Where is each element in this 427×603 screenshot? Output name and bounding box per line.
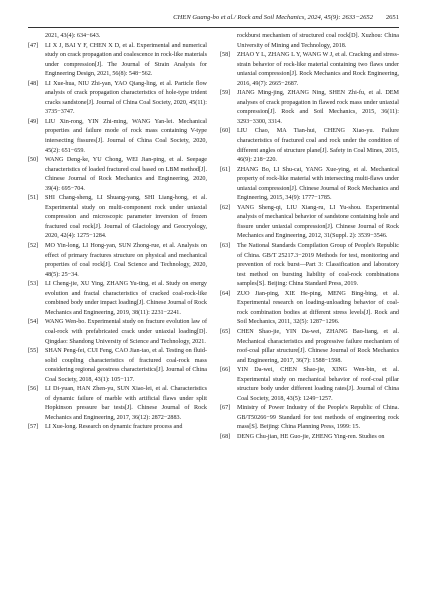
reference-text: DENG Chu-jian, HE Guo-jie, ZHENG Ying-ren. Studies on bbox=[237, 433, 385, 440]
running-head-text: CHEN Guang-bo et al./ Rock and Soil Mechanics, 2024, 45(9): 2633−2652 bbox=[173, 14, 373, 21]
reference-text: LI X J, BAI Y F, CHEN X D, et al. Experimental and numerical study on crack propagation and coalescence in rock-like materials under compression[J]. The Journal of Strain Analysis for Engineering Design, 2021, 56(8): 548−562. bbox=[45, 42, 207, 78]
reference-number: [65] bbox=[220, 328, 231, 335]
reference-entry bbox=[28, 423, 207, 433]
reference-entry bbox=[28, 194, 207, 242]
reference-entry bbox=[28, 280, 207, 318]
reference-entry bbox=[220, 89, 399, 127]
reference-number: [53] bbox=[28, 281, 39, 288]
reference-text: WANG Wen-bo. Experimental study on fracture evolution law of coal-rock with prefabricated crack under uniaxial loading[D]. Qingdao: Shandong University of Science and Technology, 2021. bbox=[45, 319, 207, 345]
reference-text: rockburst mechanism of structured coal rock[D]. Xuzhou: China University of Mining and Technology, 2018. bbox=[237, 33, 399, 49]
reference-entry bbox=[220, 166, 399, 204]
reference-number: [66] bbox=[220, 367, 231, 374]
reference-number: [61] bbox=[220, 166, 231, 173]
reference-number bbox=[28, 32, 45, 42]
reference-text: ZUO Jian-ping, XIE He-ping, MENG Bing-bing, et al. Experimental research on loading-unloading behavior of coal-rock combination bodies at different stress levels[J]. Rock and Soil Mechanics, 2011, 32(5): 1287−1296. bbox=[237, 290, 399, 326]
reference-number: [58] bbox=[220, 52, 231, 59]
reference-entry bbox=[220, 32, 399, 51]
reference-text: LI Xue-long. Research on dynamic fracture process and bbox=[45, 424, 183, 431]
reference-entry bbox=[220, 433, 399, 443]
header-rule bbox=[28, 27, 399, 28]
reference-entry bbox=[28, 318, 207, 347]
reference-entry bbox=[28, 156, 207, 194]
reference-number: [67] bbox=[220, 405, 231, 412]
reference-text: The National Standards Compilation Group of People's Republic of China. GB/T 25217.3−2019 Methods for test, monitoring and prevention of rock burst—Part 3: Classification and laboratory test method on bursting liability of coal-rock combinations samples[S]. Beijing: China Standard Press, 2019. bbox=[237, 243, 399, 288]
reference-entry bbox=[220, 290, 399, 328]
reference-text: SHI Chang-sheng, LI Shuang-yang, SHI Liang-hong, et al. Experimental study on multi-component rock under uniaxial compression and microscopic parameter inversion of frozen fractured coal rock[J]. Journal of Glaciology and Geocryology, 2020, 42(4): 1275−1284. bbox=[45, 195, 207, 240]
reference-entry bbox=[28, 80, 207, 118]
reference-text: WANG Deng-ke, YU Chong, WEI Jian-ping, et al. Seepage characteristics of loaded fractured coal based on LBM method[J]. Chinese Journal of Rock Mechanics and Engineering, 2020, 39(4): 695−704. bbox=[45, 157, 207, 192]
reference-entry bbox=[220, 242, 399, 290]
reference-entry bbox=[28, 118, 207, 156]
reference-entry bbox=[220, 127, 399, 165]
reference-entry bbox=[220, 404, 399, 433]
reference-text: ZHANG Bo, LI Shu-cai, YANG Xue-ying, et al. Mechanical property of rock-like material with intersecting multi-flaws under uniaxial compression[J]. Chinese Journal of Rock Mechanics and Engineering, 2015, 34(9): 1777−1785. bbox=[237, 166, 399, 202]
reference-number: [47] bbox=[28, 42, 39, 49]
reference-text: LI Cheng-jie, XU Ying, ZHANG Yu-ting, et al. Study on energy evolution and fractal characteristics of cracked coal-rock-like combined body under impact loading[J]. Chinese Journal of Rock Mechanics and Engineering, 2019, 38(11): 2231−2241. bbox=[45, 281, 207, 316]
reference-number: [54] bbox=[28, 319, 39, 326]
reference-text: CHEN Shao-jie, YIN Da-wei, ZHANG Bao-liang, et al. Mechanical characteristics and progressive failure mechanism of roof-coal pillar structure[J]. Chinese Journal of Rock Mechanics and Engineering, 2017, 36(7): 1588−1598. bbox=[237, 328, 399, 364]
reference-entry bbox=[220, 51, 399, 89]
reference-entry bbox=[28, 242, 207, 280]
reference-number: [49] bbox=[28, 118, 39, 125]
page-number: 2651 bbox=[385, 14, 399, 21]
reference-entry bbox=[220, 204, 399, 242]
reference-number: [62] bbox=[220, 204, 231, 211]
reference-entry bbox=[28, 32, 207, 42]
reference-number: [48] bbox=[28, 80, 39, 87]
reference-entry bbox=[220, 366, 399, 404]
reference-entry bbox=[28, 42, 207, 80]
reference-number: [60] bbox=[220, 128, 231, 135]
reference-text: JIANG Ming-jing, ZHANG Ning, SHEN Zhi-fu, et al. DEM analyses of crack propagation in flawed rock mass under uniaxial compression[J]. Rock and Soil Mechanics, 2015, 36(11): 3293−3300, 3314. bbox=[237, 90, 399, 125]
reference-text: 2021, 43(4): 634−643. bbox=[45, 33, 101, 39]
reference-text: YANG Sheng-qi, LIU Xiang-ru, LI Yu-shou. Experimental analysis of mechanical behavior of sandstone containing hole and fissure under uniaxial compression[J]. Chinese Journal of Rock Mechanics and Engineering, 2012, 31(Suppl. 2): 3539−3546. bbox=[237, 204, 399, 240]
reference-entry bbox=[28, 385, 207, 423]
reference-text: Ministry of Power Industry of the People's Republic of China. GB/T50266−99 Standard for test methods of engineering rock mass[S]. Beijing: China Planning Press, 1999: 15. bbox=[237, 405, 399, 431]
reference-text: SHAN Peng-fei, CUI Feng, CAO Jian-tao, et al. Testing on fluid-solid coupling characteristics of fractured coal-rock mass considering regional geostress characteristics[J]. Journal of China Coal Society, 2018, 43(1): 105−117. bbox=[45, 348, 207, 383]
reference-entry bbox=[220, 328, 399, 366]
reference-entry bbox=[28, 347, 207, 385]
reference-number: [52] bbox=[28, 243, 39, 250]
reference-number: [55] bbox=[28, 348, 39, 355]
reference-number: [68] bbox=[220, 433, 231, 440]
reference-text: LIU Chao, MA Tian-hui, CHENG Xiao-yu. Failure characteristics of fractured coal and rock under the condition of different angles of structure plane[J]. Safety in Coal Mines, 2015, 46(9): 218−220. bbox=[237, 128, 399, 164]
right-column bbox=[220, 32, 399, 595]
reference-number: [56] bbox=[28, 386, 39, 393]
reference-text: LIU Xin-rong, YIN Zhi-ming, WANG Yan-lei. Mechanical properties and failure mode of rock mass containing V-type intersecting fissures[J]. Journal of China Coal Society, 2020, 45(2): 651−659. bbox=[45, 118, 207, 154]
reference-number: [59] bbox=[220, 90, 231, 97]
reference-number: [50] bbox=[28, 157, 39, 164]
reference-number: [57] bbox=[28, 424, 39, 431]
reference-text: YIN Da-wei, CHEN Shao-jie, XING Wen-bin, et al. Experimental study on mechanical behavior of roof-coal pillar structure body under different loading rates[J]. Journal of China Coal Society, 2018, 43(5): 1249−1257. bbox=[237, 367, 399, 402]
reference-number: [51] bbox=[28, 195, 39, 202]
reference-number: [63] bbox=[220, 243, 231, 250]
reference-number: [64] bbox=[220, 290, 231, 297]
reference-text: ZHAO Y L, ZHANG L Y, WANG W J, et al. Cracking and stress-strain behavior of rock-like material containing two flaws under uniaxial compression[J]. Rock Mechanics and Rock Engineering, 2016, 49(7): 2665−2687. bbox=[237, 52, 399, 87]
reference-number bbox=[220, 32, 237, 51]
left-column bbox=[28, 32, 207, 595]
reference-text: MO Yin-long, LI Hong-yan, SUN Zhong-rue, et al. Analysis on effect of primary fractures structure on physical and mechanical properties of coal rock[J]. Coal Science and Technology, 2020, 48(5): 25−34. bbox=[45, 243, 207, 278]
reference-text: LI Di-yuan, HAN Zhen-yu, SUN Xiao-lei, et al. Characteristics of dynamic failure of marble with artificial flaws under split Hopkinson pressure bar tests[J]. Chinese Journal of Rock Mechanics and Engineering, 2017, 36(12): 2872−2883. bbox=[45, 386, 207, 421]
running-head bbox=[28, 14, 399, 26]
reference-text: LI Xue-hua, NIU Zhi-yan, YAO Qiang-ling, et al. Particle flow analysis of crack propagation characteristics of hole-type trident cracks sandstone[J]. Journal of China Coal Society, 2020, 45(11): 3735−3747. bbox=[45, 80, 207, 116]
reference-columns bbox=[28, 32, 399, 595]
